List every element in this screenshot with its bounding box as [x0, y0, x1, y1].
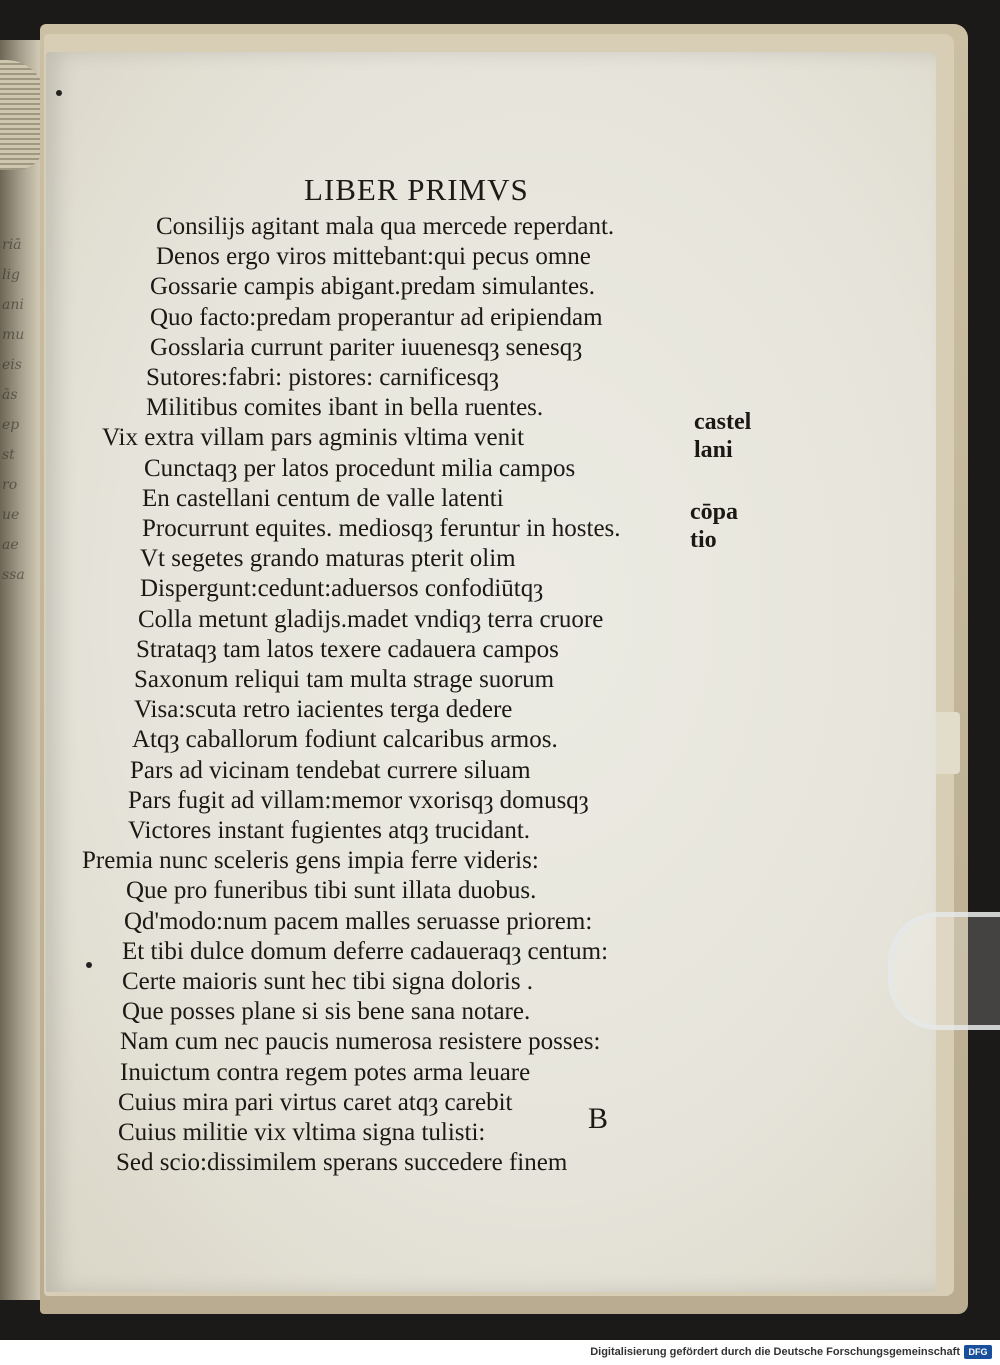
paper-clip — [888, 912, 1000, 1030]
verse-line: Denos ergo viros mittebant:qui pecus omne — [156, 243, 591, 271]
verse-line: Cuius mira pari virtus caret atqȝ carebit — [118, 1088, 513, 1116]
marginal-note-line: castel — [694, 409, 752, 435]
verse-line: Procurrunt equites. mediosqȝ feruntur in hostes. — [142, 515, 621, 543]
verse-line: Sed scio:dissimilem sperans succedere finem — [116, 1149, 568, 1177]
verse-line: Vix extra villam pars agminis vltima venit — [102, 424, 525, 452]
verse-line: En castellani centum de valle latenti — [142, 484, 504, 512]
verse-line: Cunctaqȝ per latos procedunt milia campos — [144, 454, 576, 482]
marginal-note-castellani — [694, 408, 751, 464]
book-page — [46, 52, 936, 1292]
verse-line: Inuictum contra regem potes arma leuare — [120, 1058, 531, 1086]
verse-line: Quo facto:predam properantur ad eripiendam — [150, 303, 603, 331]
dfg-logo: DFG — [964, 1345, 992, 1359]
verse-line: Vt segetes grando maturas pterit olim — [140, 545, 516, 573]
footer-credit: Digitalisierung gefördert durch die Deutsche Forschungsgemeinschaft — [590, 1346, 960, 1358]
verse-line: Pars fugit ad villam:memor vxorisqȝ domusqȝ — [128, 786, 589, 814]
verse-line: Pars ad vicinam tendebat currere siluam — [130, 756, 531, 784]
marginal-note-line: tio — [690, 527, 717, 553]
verse-line: Sutores:fabri: pistores: carnificesqȝ — [146, 364, 499, 392]
verse-line: Gossarie campis abigant.predam simulantes. — [150, 273, 596, 301]
verse-line: Saxonum reliqui tam multa strage suorum — [134, 666, 555, 694]
running-head: LIBER PRIMVS — [304, 172, 529, 207]
verse-line: Consilijs agitant mala qua mercede reperdant. — [156, 213, 615, 240]
verse-line: Qd'modo:num pacem malles seruasse priorem: — [124, 907, 593, 935]
verse-line: Que posses plane si sis bene sana notare. — [122, 998, 531, 1026]
verse-line: Strataqȝ tam latos texere cadauera campos — [136, 635, 559, 663]
verse-line: Certe maioris sunt hec tibi signa doloris . — [122, 968, 534, 996]
verse-line: Visa:scuta retro iacientes terga dedere — [134, 696, 513, 724]
marginal-note-line: cōpa — [690, 499, 738, 525]
page-dot-mark — [56, 90, 62, 96]
marginal-note-compatio — [690, 498, 738, 554]
verse-line: Colla metunt gladijs.madet vndiqȝ terra cruore — [138, 605, 604, 633]
verse-line: Que pro funeribus tibi sunt illata duobus. — [126, 877, 537, 905]
verse-line: Atqȝ caballorum fodiunt calcaribus armos. — [132, 726, 558, 754]
verse-line: Et tibi dulce domum deferre cadaueraqȝ centum: — [122, 937, 609, 965]
verse-line: Militibus comites ibant in bella ruentes. — [146, 394, 544, 422]
verse-line: Premia nunc sceleris gens impia ferre videris: — [82, 847, 539, 875]
facing-page-text-fragment: riā lig ani mu eis ās ep st ro ue ae ssa — [2, 237, 25, 583]
verse-line: Cuius militie vix vltima signa tulisti: — [118, 1119, 486, 1147]
verse-line: Dispergunt:cedunt:aduersos confodiūtqȝ — [140, 575, 544, 603]
signature-mark: B — [588, 1102, 609, 1135]
verse-block — [46, 212, 746, 1179]
verse-line: Gosslaria currunt pariter iuuenesqȝ senesqȝ — [150, 333, 583, 361]
verse-line: Nam cum nec paucis numerosa resistere posses: — [120, 1028, 601, 1056]
verse-line: Victores instant fugientes atqȝ trucidant. — [128, 817, 531, 845]
marginal-note-line: lani — [694, 437, 733, 463]
